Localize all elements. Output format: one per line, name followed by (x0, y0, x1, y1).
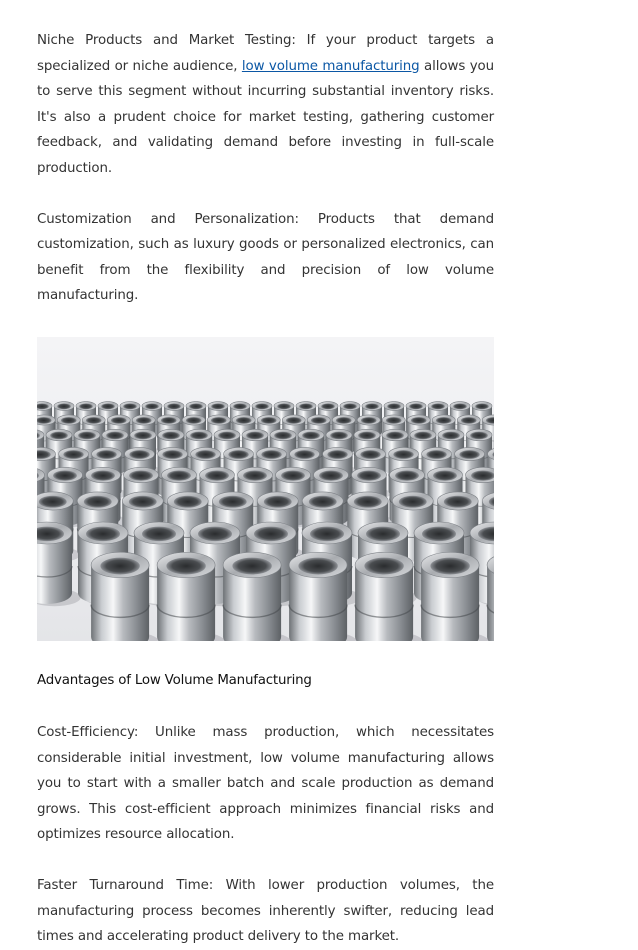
low-volume-manufacturing-link[interactable]: low volume manufacturing (241, 58, 420, 74)
paragraph-faster-turnaround: Faster Turnaround Time: With lower production volumes, the manufacturing process becomes inherently swifter, reducing lead times and accelerating product delivery to the market. (37, 877, 494, 945)
bushing-part (37, 522, 81, 606)
paragraph-niche-products-prefix: Niche Products and Market Testing: If your product targets a specialized or niche audience, (37, 33, 494, 74)
bushing-part (223, 552, 291, 641)
machined-parts-photo (37, 337, 494, 641)
bushing-part (157, 552, 225, 641)
machined-parts-illustration (37, 337, 494, 641)
paragraph-niche-products (37, 28, 494, 182)
bushing-part (421, 552, 489, 641)
bushing-part (355, 552, 423, 641)
paragraph-customization: Customization and Personalization: Products that demand customization, such as luxury goods or personalized electronics, can benefit from the flexibility and precision of low volume manufacturing. (37, 211, 494, 304)
paragraph-cost-efficiency: Cost-Efficiency: Unlike mass production, which necessitates considerable initial investment, low volume manufacturing allows you to start with a smaller batch and scale production as demand grows. This cost-efficient approach minimizes financial risks and optimizes resource allocation. (37, 724, 494, 843)
paragraph-niche-products-suffix: allows you to serve this segment without incurring substantial inventory risks. It's also a prudent choice for market testing, gathering customer feedback, and validating demand before investing in full-scale production. (37, 58, 494, 176)
article-content (37, 28, 494, 950)
section-heading-advantages: Advantages of Low Volume Manufacturing (37, 672, 312, 688)
bushing-part (91, 552, 159, 641)
bushing-part (487, 552, 494, 641)
bushing-part (289, 552, 357, 641)
